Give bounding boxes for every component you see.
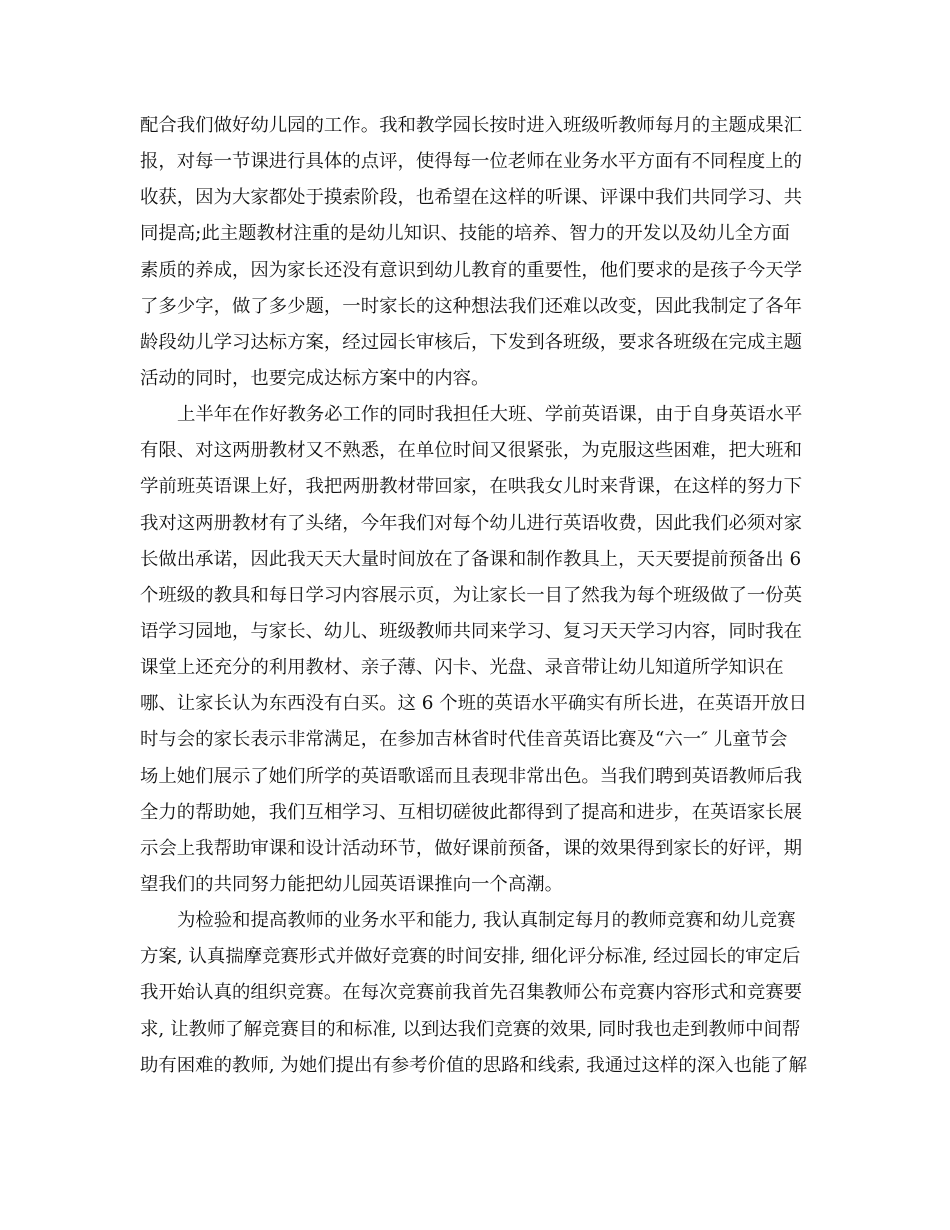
- text-line: 长做出承诺，因此我天天大量时间放在了备课和制作教具上，天天要提前预备出 6: [140, 548, 802, 570]
- text-line: 课堂上还充分的利用教材、亲子薄、闪卡、光盘、录音带让幼儿知道所学知识在: [140, 657, 784, 679]
- text-line: 有限、对这两册教材又不熟悉，在单位时间又很紧张，为克服这些困难，把大班和: [140, 440, 803, 462]
- text-line: 哪、让家长认为东西没有白买。这 6 个班的英语水平确实有所长进，在英语开放日: [140, 693, 808, 715]
- text-line: 望我们的共同努力能把幼儿园英语课推向一个高潮。: [140, 873, 563, 895]
- text-line: 方案, 认真揣摩竞赛形式并做好竞赛的时间安排, 细化评分标准, 经过园长的审定后: [140, 946, 801, 968]
- text-line: 了多少字，做了多少题，一时家长的这种想法我们还难以改变，因此我制定了各年: [140, 295, 803, 317]
- text-line: 场上她们展示了她们所学的英语歌谣而且表现非常出色。当我们聘到英语教师后我: [140, 765, 803, 787]
- text-line: 收获，因为大家都处于摸索阶段，也希望在这样的听课、评课中我们共同学习、共: [140, 187, 803, 209]
- text-line: 活动的同时，也要完成达标方案中的内容。: [140, 367, 490, 389]
- body-text: [140, 108, 810, 1084]
- text-line: 为检验和提高教师的业务水平和能力, 我认真制定每月的教师竞赛和幼儿竞赛: [177, 910, 796, 932]
- text-line: 龄段幼儿学习达标方案，经过园长审核后，下发到各班级，要求各班级在完成主题: [140, 331, 803, 353]
- text-line: 助有困难的教师, 为她们提出有参考价值的思路和线索, 我通过这样的深入也能了解: [140, 1054, 808, 1076]
- text-line: 同提高;此主题教材注重的是幼儿知识、技能的培养、智力的开发以及幼儿全方面: [140, 223, 790, 245]
- text-line: 个班级的教具和每日学习内容展示页，为让家长一目了然我为每个班级做了一份英: [140, 584, 803, 606]
- text-line: 我开始认真的组织竞赛。在每次竞赛前我首先召集教师公布竞赛内容形式和竞赛要: [140, 982, 803, 1004]
- text-line: 上半年在作好教务必工作的同时我担任大班、学前英语课，由于自身英语水平: [177, 404, 803, 426]
- text-line: 全力的帮助她，我们互相学习、互相切磋彼此都得到了提高和进步，在英语家长展: [140, 801, 803, 823]
- text-line: 时与会的家长表示非常满足，在参加吉林省时代佳音英语比赛及“六一″ 儿童节会: [140, 729, 788, 751]
- text-line: 素质的养成，因为家长还没有意识到幼儿教育的重要性，他们要求的是孩子今天学: [140, 259, 803, 281]
- text-line: 我对这两册教材有了头绪，今年我们对每个幼儿进行英语收费，因此我们必须对家: [140, 512, 803, 534]
- text-line: 学前班英语课上好，我把两册教材带回家，在哄我女儿时来背课，在这样的努力下: [140, 476, 803, 498]
- text-line: 示会上我帮助审课和设计活动环节，做好课前预备，课的效果得到家长的好评，期: [140, 837, 803, 859]
- text-line: 配合我们做好幼儿园的工作。我和教学园长按时进入班级听教师每月的主题成果汇: [140, 115, 803, 136]
- text-line: 报，对每一节课进行具体的点评，使得每一位老师在业务水平方面有不同程度上的: [140, 151, 803, 173]
- text-line: 求, 让教师了解竞赛目的和标准, 以到达我们竞赛的效果, 同时我也走到教师中间帮: [140, 1018, 801, 1040]
- text-line: 语学习园地，与家长、幼儿、班级教师共同来学习、复习天天学习内容，同时我在: [140, 620, 803, 642]
